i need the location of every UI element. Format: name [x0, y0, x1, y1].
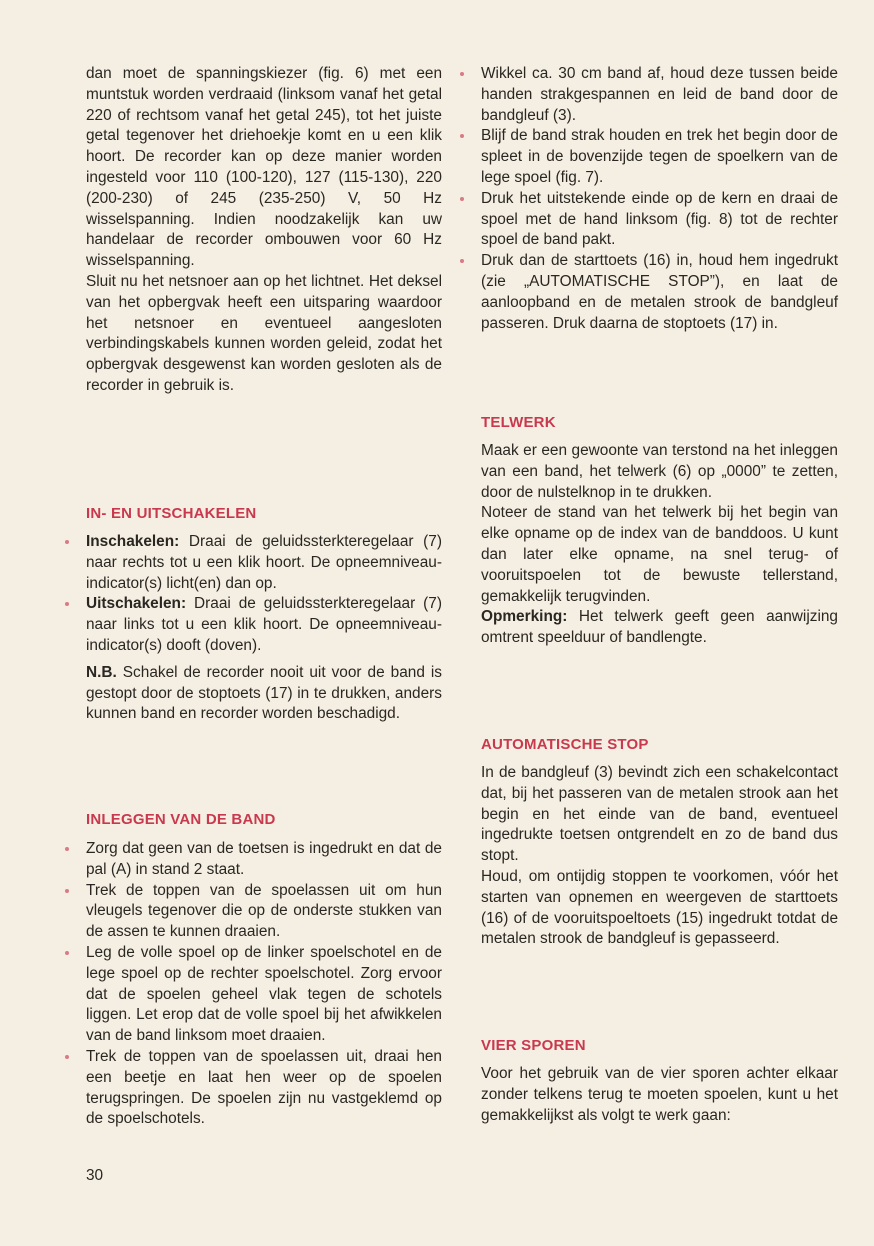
- body-paragraph: Noteer de stand van het telwerk bij het begin van elke opname op de index van de banddoos. U kunt dan later elke opname, na snel terug- of vooruitspoelen tot de bewuste tellerstand, gemakkelijk terugvinden.: [481, 504, 838, 605]
- page-number: 30: [86, 1167, 104, 1184]
- section-telwerk: [481, 413, 838, 649]
- item-text: Zorg dat geen van de toetsen is ingedrukt en dat de pal (A) in stand 2 staat.: [86, 840, 442, 878]
- body-paragraph: Voor het gebruik van de vier sporen achter elkaar zonder telkens terug te moeten spoelen, kunt u het gemakkelijkst als volgt te werk gaan:: [481, 1065, 838, 1124]
- list-item: [86, 532, 442, 594]
- note-label: Opmerking:: [481, 608, 568, 626]
- item-text: Trek de toppen van de spoelassen uit om hun vleugels tegenover die op de onderste stukken van de assen te kunnen draaien.: [86, 881, 442, 941]
- section-heading: IN- EN UITSCHAKELEN: [86, 505, 257, 522]
- item-label: Inschakelen:: [86, 533, 180, 550]
- list-item: [481, 126, 838, 188]
- bullet-dot: [460, 134, 464, 138]
- section-heading: AUTOMATISCHE STOP: [481, 736, 649, 753]
- bullet-dot: [65, 1055, 69, 1059]
- note-text: Schakel de recorder nooit uit voor de band is gestopt door de stoptoets (17) in te drukken, anders kunnen band en recorder worden beschadigd.: [86, 663, 442, 723]
- item-text: Trek de toppen van de spoelassen uit, draai hen een beetje en laat hen weer op de spoelen terugspringen. De spoelen zijn nu vastgeklemd op de spoelschotels.: [86, 1047, 442, 1128]
- note-label: N.B.: [86, 663, 117, 681]
- section-vier-sporen: [481, 1036, 838, 1126]
- section-body: [481, 763, 838, 950]
- item-text: Druk dan de starttoets (16) in, houd hem ingedrukt (zie „AUTOMATISCHE STOP”), en laat de aanloopband en de metalen strook de bandgleuf passeren. Druk daarna de stoptoets (17) in.: [481, 252, 838, 332]
- item-text: Draai de geluidssterkteregelaar (7) naar links tot u een klik hoort. De opneemniveau-indicator(s) dooft (doven).: [86, 595, 442, 654]
- section-body: [481, 1064, 838, 1126]
- list-item: [86, 943, 442, 1047]
- section-heading: TELWERK: [481, 414, 556, 431]
- intro-block: [86, 64, 442, 397]
- list-item: [86, 1047, 442, 1130]
- list-item: [86, 881, 442, 943]
- bullet-dot: [65, 602, 69, 606]
- section-in-uitschakelen: [86, 504, 442, 725]
- item-text: Leg de volle spoel op de linker spoelschotel en de lege spoel op de rechter spoelschotel. Zorg ervoor dat de spoelen geheel vlak tegen de schotels liggen. Let erop dat de volle spoel bij het afwikkelen van de band linksom moet draaien.: [86, 943, 442, 1045]
- bullet-dot: [65, 951, 69, 955]
- section-body: [481, 441, 838, 649]
- bullet-dot: [460, 259, 464, 263]
- item-label: Uitschakelen:: [86, 595, 187, 613]
- item-text: Wikkel ca. 30 cm band af, houd deze tussen beide handen strakgespannen en leid de band door de bandgleuf (3).: [481, 65, 838, 124]
- intro-paragraph: Sluit nu het netsnoer aan op het lichtnet. Het deksel van het opbergvak heeft een uitsparing waardoor het netsnoer en eventueel aangesloten verbindingskabels kunnen worden geleid, zodat het opbergvak desgewenst kan worden gesloten als de recorder in gebruik is.: [86, 272, 442, 394]
- bullet-list: [481, 64, 838, 334]
- note-paragraph: [481, 607, 838, 649]
- bullet-dot: [460, 72, 464, 76]
- section-automatische-stop: [481, 735, 838, 950]
- note-paragraph: [86, 663, 442, 725]
- item-text: Druk het uitstekende einde op de kern en draai de spoel met de hand linksom (fig. 8) tot de rechter spoel de band pakt.: [481, 189, 838, 249]
- body-paragraph: Maak er een gewoonte van terstond na het inleggen van een band, het telwerk (6) op „0000” te zetten, door de nulstelknop in te drukken.: [481, 442, 838, 501]
- list-item: [481, 251, 838, 334]
- bullet-dot: [65, 847, 69, 851]
- bullet-dot: [460, 197, 464, 201]
- section-heading: VIER SPOREN: [481, 1037, 586, 1054]
- body-paragraph: Houd, om ontijdig stoppen te voorkomen, vóór het starten van opnemen en weergeven de starttoets (16) of de vooruitspoeltoets (15) ingedrukt totdat de metalen strook de bandgleuf is gepasseerd.: [481, 867, 838, 948]
- bullet-dot: [65, 889, 69, 893]
- band-steps-continued: [481, 64, 838, 334]
- list-item: [86, 839, 442, 881]
- section-inleggen-van-de-band: [86, 810, 442, 1130]
- section-heading: INLEGGEN VAN DE BAND: [86, 811, 276, 828]
- list-item: [481, 189, 838, 251]
- list-item: [481, 64, 838, 126]
- note-text: Het telwerk geeft geen aanwijzing omtrent speelduur of bandlengte.: [481, 608, 838, 647]
- intro-paragraph: dan moet de spanningskiezer (fig. 6) met een muntstuk worden verdraaid (linksom vanaf het getal 220 of rechtsom vanaf het getal 245), tot het juiste getal tegenover het driehoekje komt en u een klik hoort. De recorder kan op deze manier worden ingesteld voor 110 (100-120), 127 (115-130), 220 (200-230) of 245 (235-250) V, 50 Hz wisselspanning. Indien noodzakelijk kan uw handelaar de recorder ombouwen voor 60 Hz wisselspanning.: [86, 65, 442, 270]
- bullet-list: [86, 532, 442, 657]
- bullet-dot: [65, 540, 69, 544]
- bullet-list: [86, 839, 442, 1130]
- list-item: [86, 594, 442, 656]
- body-paragraph: In de bandgleuf (3) bevindt zich een schakelcontact dat, bij het passeren van de metalen strook aan het begin en het einde van de band, eventueel ingedrukte toetsen ontgrendelt en zo de band dus stopt.: [481, 764, 838, 865]
- item-text: Draai de geluidssterkteregelaar (7) naar rechts tot u een klik hoort. De opneemniveau-indicator(s) licht(en) dan op.: [86, 533, 442, 592]
- item-text: Blijf de band strak houden en trek het begin door de spleet in de bovenzijde tegen de spoelkern van de lege spoel (fig. 7).: [481, 127, 838, 186]
